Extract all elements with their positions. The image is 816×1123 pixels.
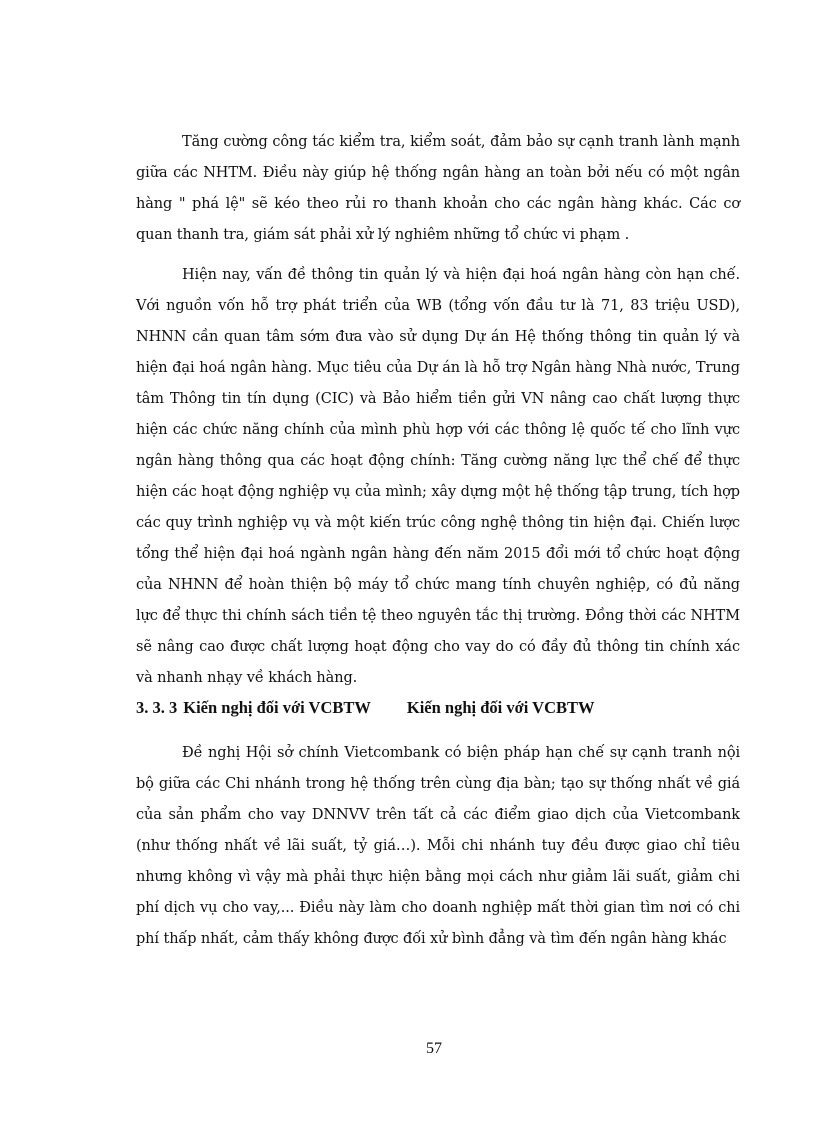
section-title: Kiến nghị đối với VCBTW xyxy=(183,698,371,717)
paragraph-inspection: Tăng cường công tác kiểm tra, kiểm soát, đảm bảo sự cạnh tranh lành mạnh giữa các NHTM. Điều này giúp hệ thống ngân hàng an toàn bởi nếu có một ngân hàng " phá lệ" sẽ kéo theo rủi ro thanh khoản cho các ngân hàng khác. Các cơ quan thanh tra, giám sát phải xử lý nghiêm những tổ chức vi phạm . xyxy=(136,134,740,243)
section-number: 3. 3. 3 xyxy=(136,698,178,717)
paragraph-vietcombank: Đề nghị Hội sở chính Vietcombank có biện pháp hạn chế sự cạnh tranh nội bộ giữa các Chi nhánh trong hệ thống trên cùng địa bàn; tạo sự thống nhất về giá của sản phẩm cho vay DNNVV trên tất cả các điểm giao dịch của Vietcombank (như thống nhất về lãi suất, tỷ giá…). Mỗi chi nhánh tuy đều được giao chỉ tiêu nhưng không vì vậy mà phải thực hiện bằng mọi cách như giảm lãi suất, giảm chi phí dịch vụ cho vay,... Điều này làm cho doanh nghiệp mất thời gian tìm nơi có chi phí thấp nhất, cảm thấy không được đối xử bình đẳng và tìm đến ngân hàng khác xyxy=(136,745,740,947)
section-heading xyxy=(136,693,740,723)
section-title-repeat: Kiến nghị đối với VCBTW xyxy=(406,698,595,717)
paragraph-modernization: Hiện nay, vấn đề thông tin quản lý và hiện đại hoá ngân hàng còn hạn chế. Với nguồn vốn hỗ trợ phát triển của WB (tổng vốn đầu tư là 71, 83 triệu USD), NHNN cần quan tâm sớm đưa vào sử dụng Dự án Hệ thống thông tin quản lý và hiện đại hoá ngân hàng. Mục tiêu của Dự án là hỗ trợ Ngân hàng Nhà nước, Trung tâm Thông tin tín dụng (CIC) và Bảo hiểm tiền gửi VN nâng cao chất lượng thực hiện các chức năng chính của mình phù hợp với các thông lệ quốc tế cho lĩnh vực ngân hàng thông qua các hoạt động chính: Tăng cường năng lực thể chế để thực hiện các hoạt động nghiệp vụ của mình; xây dựng một hệ thống tập trung, tích hợp các quy trình nghiệp vụ và một kiến trúc công nghệ thông tin hiện đại. Chiến lược tổng thể hiện đại hoá ngành ngân hàng đến năm 2015 đổi mới tổ chức hoạt động của NHNN để hoàn thiện bộ máy tổ chức mang tính chuyên nghiệp, có đủ năng lực để thực thi chính sách tiền tệ theo nguyên tắc thị trường. Đồng thời các NHTM sẽ nâng cao được chất lượng hoạt động cho vay do có đầy đủ thông tin chính xác và nhanh nhạy về khách hàng. xyxy=(136,267,740,686)
page-number: 57 xyxy=(426,1040,442,1057)
